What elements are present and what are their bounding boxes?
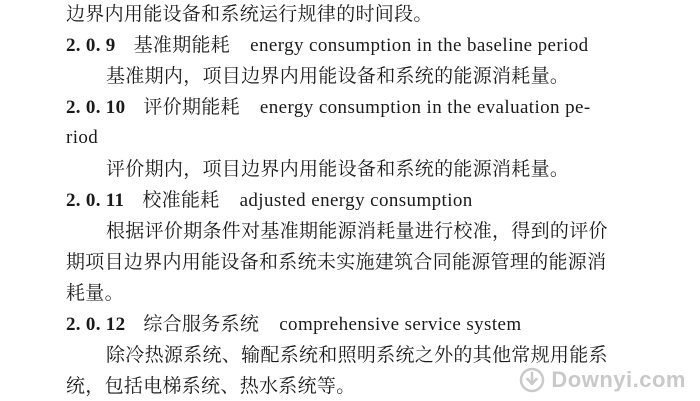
term-definition-2-0-11-line2 xyxy=(66,250,606,274)
downyi-logo-icon xyxy=(519,367,545,393)
continuation-text: 边界内用能设备和系统运行规律的时间段。 xyxy=(66,3,433,25)
definition-text: 期项目边界内用能设备和系统未实施建筑合同能源管理的能源消 xyxy=(66,251,607,273)
term-definition-2-0-11-line3 xyxy=(66,281,124,305)
watermark-text: Downyi.com xyxy=(551,367,686,392)
term-definition-2-0-12-line2 xyxy=(66,374,356,398)
term-english: adjusted energy consumption xyxy=(239,190,473,211)
definition-text: 基准期内，项目边界内用能设备和系统的能源消耗量。 xyxy=(106,65,570,87)
term-heading-2-0-9 xyxy=(66,33,589,58)
term-chinese: 校准能耗 xyxy=(142,189,220,211)
watermark xyxy=(519,367,686,393)
clause-number: 2. 0. 9 xyxy=(66,35,116,56)
term-english: comprehensive service system xyxy=(279,314,522,335)
term-definition-2-0-10 xyxy=(106,157,569,181)
definition-text: 评价期内，项目边界内用能设备和系统的能源消耗量。 xyxy=(106,158,570,180)
clause-number: 2. 0. 12 xyxy=(66,314,126,335)
term-heading-2-0-10 xyxy=(66,95,591,120)
term-english-continuation xyxy=(66,125,98,150)
term-english: energy consumption in the baseline period xyxy=(250,35,589,56)
term-chinese: 基准期能耗 xyxy=(133,34,231,56)
term-heading-2-0-11 xyxy=(66,188,473,213)
clause-number: 2. 0. 11 xyxy=(66,190,125,211)
term-chinese: 评价期能耗 xyxy=(143,96,240,118)
term-definition-2-0-9 xyxy=(106,64,569,88)
term-heading-2-0-12 xyxy=(66,312,522,337)
term-english: energy consumption in the evaluation pe- xyxy=(259,97,591,118)
term-definition-2-0-12-line1 xyxy=(106,343,608,367)
text-line-continuation xyxy=(66,2,433,26)
definition-text: 除冷热源系统、输配系统和照明系统之外的其他常规用能系 xyxy=(106,344,608,366)
definition-text: 根据评价期条件对基准期能源消耗量进行校准，得到的评价 xyxy=(106,220,608,242)
definition-text: 耗量。 xyxy=(66,282,124,304)
term-chinese: 综合服务系统 xyxy=(143,313,260,335)
term-english-cont: riod xyxy=(66,127,99,148)
term-definition-2-0-11-line1 xyxy=(106,219,608,243)
clause-number: 2. 0. 10 xyxy=(66,97,126,118)
definition-text: 统，包括电梯系统、热水系统等。 xyxy=(66,375,356,397)
